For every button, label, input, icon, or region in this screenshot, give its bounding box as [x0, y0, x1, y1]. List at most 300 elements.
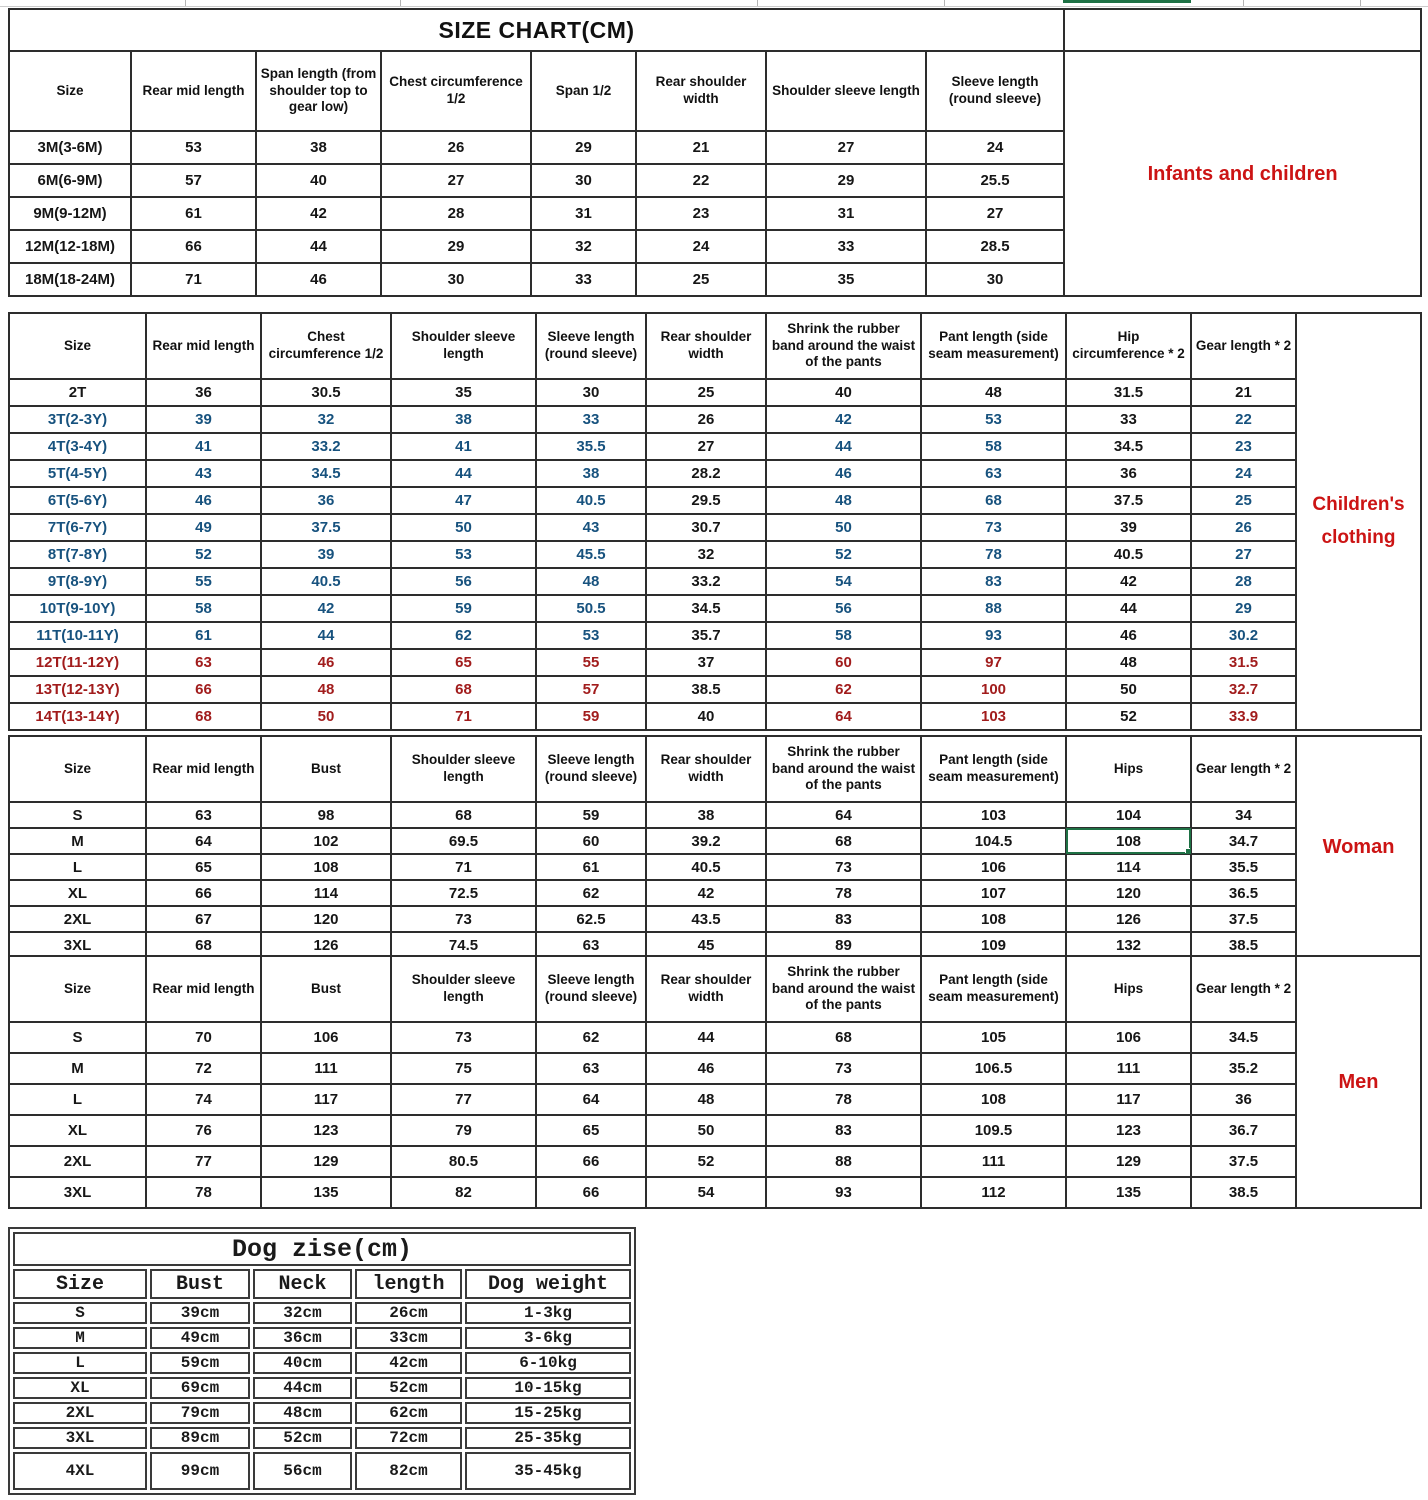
value-cell: 71	[131, 263, 256, 296]
value-cell: 77	[391, 1084, 536, 1115]
value-cell: 79	[391, 1115, 536, 1146]
value-cell: 48	[261, 676, 391, 703]
value-cell: 27	[766, 131, 926, 164]
value-cell: 74	[146, 1084, 261, 1115]
value-cell: 26	[1191, 514, 1296, 541]
header-cell: Rear mid length	[146, 956, 261, 1022]
value-cell: 33cm	[355, 1327, 462, 1349]
header-cell: Span 1/2	[531, 51, 636, 131]
value-cell: 59cm	[150, 1352, 250, 1374]
header-cell: Pant length (side seam measurement)	[921, 736, 1066, 802]
value-cell: 42	[646, 880, 766, 906]
value-cell: 36	[1066, 460, 1191, 487]
value-cell: 46	[146, 487, 261, 514]
value-cell: 35.5	[536, 433, 646, 460]
value-cell: 59	[536, 703, 646, 730]
value-cell: 65	[391, 649, 536, 676]
value-cell: 61	[536, 854, 646, 880]
value-cell: 36	[1191, 1084, 1296, 1115]
value-cell: 50.5	[536, 595, 646, 622]
value-cell: 23	[636, 197, 766, 230]
value-cell: 38.5	[1191, 932, 1296, 958]
value-cell: 64	[766, 703, 921, 730]
value-cell: 69.5	[391, 828, 536, 854]
value-cell: 48	[1066, 649, 1191, 676]
value-cell: 73	[921, 514, 1066, 541]
value-cell: 111	[261, 1053, 391, 1084]
value-cell: 53	[131, 131, 256, 164]
value-cell: 40.5	[1066, 541, 1191, 568]
value-cell: 63	[146, 649, 261, 676]
gridline-tick	[757, 0, 758, 6]
value-cell: 59	[391, 595, 536, 622]
value-cell: 66	[131, 230, 256, 263]
value-cell: 22	[1191, 406, 1296, 433]
value-cell: 40.5	[536, 487, 646, 514]
value-cell: 40.5	[261, 568, 391, 595]
value-cell: 46	[766, 460, 921, 487]
value-cell: 28	[1191, 568, 1296, 595]
side-label-children: Children's clothing	[1296, 313, 1421, 730]
value-cell: 62cm	[355, 1402, 462, 1424]
value-cell: 39	[146, 406, 261, 433]
header-cell: Gear length * 2	[1191, 313, 1296, 379]
value-cell: 55	[146, 568, 261, 595]
header-cell: Rear shoulder width	[646, 956, 766, 1022]
value-cell: 135	[1066, 1177, 1191, 1208]
value-cell: 66	[146, 676, 261, 703]
header-cell: Sleeve length (round sleeve)	[926, 51, 1064, 131]
value-cell: 33	[536, 406, 646, 433]
value-cell: 27	[381, 164, 531, 197]
value-cell: 82cm	[355, 1452, 462, 1490]
value-cell: 46	[256, 263, 381, 296]
value-cell: 30	[536, 379, 646, 406]
children-size-table	[8, 312, 1422, 731]
value-cell: 30	[926, 263, 1064, 296]
value-cell: 50	[391, 514, 536, 541]
selected-cell: 108	[1066, 828, 1191, 854]
woman-size-table	[8, 735, 1422, 959]
size-cell: S	[9, 1022, 146, 1053]
header-cell: Size	[9, 736, 146, 802]
header-cell: Shoulder sleeve length	[766, 51, 926, 131]
value-cell: 40.5	[646, 854, 766, 880]
value-cell: 89	[766, 932, 921, 958]
header-cell: Rear shoulder width	[646, 736, 766, 802]
value-cell: 68	[391, 676, 536, 703]
value-cell: 38	[646, 802, 766, 828]
value-cell: 68	[766, 828, 921, 854]
value-cell: 78	[766, 880, 921, 906]
value-cell: 39cm	[150, 1302, 250, 1324]
value-cell: 43	[146, 460, 261, 487]
size-cell: 2XL	[9, 906, 146, 932]
dog-table-title: Dog zise(cm)	[13, 1232, 631, 1266]
value-cell: 64	[536, 1084, 646, 1115]
value-cell: 38	[256, 131, 381, 164]
value-cell: 71	[391, 854, 536, 880]
value-cell: 37.5	[1066, 487, 1191, 514]
value-cell: 68	[391, 802, 536, 828]
value-cell: 53	[536, 622, 646, 649]
header-cell: Shrink the rubber band around the waist of the pants	[766, 313, 921, 379]
size-cell: 2XL	[9, 1146, 146, 1177]
value-cell: 42	[256, 197, 381, 230]
value-cell: 24	[1191, 460, 1296, 487]
size-cell: S	[9, 802, 146, 828]
value-cell: 132	[1066, 932, 1191, 958]
value-cell: 73	[766, 854, 921, 880]
value-cell: 38.5	[1191, 1177, 1296, 1208]
value-cell: 58	[766, 622, 921, 649]
value-cell: 37	[646, 649, 766, 676]
value-cell: 25	[1191, 487, 1296, 514]
size-cell: L	[9, 1084, 146, 1115]
value-cell: 62	[536, 1022, 646, 1053]
side-label-men: Men	[1296, 956, 1421, 1208]
value-cell: 46	[1066, 622, 1191, 649]
value-cell: 50	[766, 514, 921, 541]
size-cell: 13T(12-13Y)	[9, 676, 146, 703]
size-cell: 7T(6-7Y)	[9, 514, 146, 541]
value-cell: 44	[766, 433, 921, 460]
value-cell: 34.5	[646, 595, 766, 622]
gridline-tick	[944, 0, 945, 6]
value-cell: 52	[146, 541, 261, 568]
value-cell: 29	[766, 164, 926, 197]
value-cell: 93	[766, 1177, 921, 1208]
value-cell: 1-3kg	[465, 1302, 631, 1324]
value-cell: 67	[146, 906, 261, 932]
dog-size-table	[8, 1227, 636, 1495]
value-cell: 63	[921, 460, 1066, 487]
value-cell: 32	[531, 230, 636, 263]
header-cell: Gear length * 2	[1191, 956, 1296, 1022]
value-cell: 29	[381, 230, 531, 263]
value-cell: 35.2	[1191, 1053, 1296, 1084]
value-cell: 78	[146, 1177, 261, 1208]
value-cell: 50	[1066, 676, 1191, 703]
header-cell: Size	[9, 51, 131, 131]
value-cell: 73	[391, 906, 536, 932]
size-cell: 2T	[9, 379, 146, 406]
value-cell: 36.7	[1191, 1115, 1296, 1146]
header-cell: Pant length (side seam measurement)	[921, 956, 1066, 1022]
value-cell: 42cm	[355, 1352, 462, 1374]
value-cell: 68	[146, 703, 261, 730]
value-cell: 45.5	[536, 541, 646, 568]
value-cell: 62	[766, 676, 921, 703]
size-cell: 11T(10-11Y)	[9, 622, 146, 649]
value-cell: 61	[131, 197, 256, 230]
value-cell: 61	[146, 622, 261, 649]
header-cell: Sleeve length (round sleeve)	[536, 313, 646, 379]
value-cell: 117	[1066, 1084, 1191, 1115]
value-cell: 41	[391, 433, 536, 460]
value-cell: 56	[766, 595, 921, 622]
value-cell: 38	[536, 460, 646, 487]
header-cell: Shrink the rubber band around the waist of the pants	[766, 956, 921, 1022]
header-cell: Neck	[253, 1269, 352, 1299]
value-cell: 27	[1191, 541, 1296, 568]
ghost-cell	[1064, 9, 1421, 51]
value-cell: 37.5	[261, 514, 391, 541]
value-cell: 34	[1191, 802, 1296, 828]
value-cell: 25.5	[926, 164, 1064, 197]
value-cell: 103	[921, 802, 1066, 828]
value-cell: 100	[921, 676, 1066, 703]
value-cell: 43.5	[646, 906, 766, 932]
value-cell: 126	[261, 932, 391, 958]
value-cell: 68	[146, 932, 261, 958]
value-cell: 68	[766, 1022, 921, 1053]
gridline-tick	[185, 0, 186, 6]
value-cell: 35.5	[1191, 854, 1296, 880]
value-cell: 31.5	[1066, 379, 1191, 406]
value-cell: 42	[261, 595, 391, 622]
value-cell: 30.2	[1191, 622, 1296, 649]
size-cell: 2XL	[13, 1402, 147, 1424]
value-cell: 120	[1066, 880, 1191, 906]
infants-size-table	[8, 8, 1422, 297]
value-cell: 62	[391, 622, 536, 649]
value-cell: 39	[1066, 514, 1191, 541]
size-cell: XL	[9, 1115, 146, 1146]
value-cell: 107	[921, 880, 1066, 906]
size-cell: 8T(7-8Y)	[9, 541, 146, 568]
value-cell: 54	[646, 1177, 766, 1208]
value-cell: 111	[921, 1146, 1066, 1177]
value-cell: 42	[1066, 568, 1191, 595]
size-cell: M	[9, 828, 146, 854]
value-cell: 120	[261, 906, 391, 932]
size-cell: M	[9, 1053, 146, 1084]
value-cell: 104	[1066, 802, 1191, 828]
spreadsheet-gridline	[0, 6, 1428, 7]
value-cell: 33.9	[1191, 703, 1296, 730]
size-cell: XL	[13, 1377, 147, 1399]
value-cell: 48	[536, 568, 646, 595]
value-cell: 98	[261, 802, 391, 828]
value-cell: 6-10kg	[465, 1352, 631, 1374]
value-cell: 34.5	[261, 460, 391, 487]
value-cell: 105	[921, 1022, 1066, 1053]
size-cell: 3XL	[13, 1427, 147, 1449]
value-cell: 55	[536, 649, 646, 676]
value-cell: 75	[391, 1053, 536, 1084]
value-cell: 40	[766, 379, 921, 406]
value-cell: 50	[261, 703, 391, 730]
value-cell: 49cm	[150, 1327, 250, 1349]
header-cell: Rear mid length	[146, 736, 261, 802]
value-cell: 28.2	[646, 460, 766, 487]
value-cell: 135	[261, 1177, 391, 1208]
value-cell: 129	[1066, 1146, 1191, 1177]
size-cell: 12T(11-12Y)	[9, 649, 146, 676]
value-cell: 35	[766, 263, 926, 296]
value-cell: 68	[921, 487, 1066, 514]
value-cell: 64	[146, 828, 261, 854]
size-cell: 5T(4-5Y)	[9, 460, 146, 487]
value-cell: 31	[766, 197, 926, 230]
value-cell: 70	[146, 1022, 261, 1053]
header-cell: Sleeve length (round sleeve)	[536, 736, 646, 802]
size-cell: 3M(3-6M)	[9, 131, 131, 164]
value-cell: 62	[536, 880, 646, 906]
value-cell: 32cm	[253, 1302, 352, 1324]
header-cell: Rear mid length	[131, 51, 256, 131]
value-cell: 78	[766, 1084, 921, 1115]
header-cell: Chest circumference 1/2	[261, 313, 391, 379]
value-cell: 33	[766, 230, 926, 263]
value-cell: 42	[766, 406, 921, 433]
value-cell: 72	[146, 1053, 261, 1084]
side-label-woman: Woman	[1296, 736, 1421, 958]
value-cell: 24	[926, 131, 1064, 164]
header-cell: Size	[13, 1269, 147, 1299]
value-cell: 23	[1191, 433, 1296, 460]
value-cell: 114	[1066, 854, 1191, 880]
value-cell: 88	[766, 1146, 921, 1177]
table-title: SIZE CHART(CM)	[9, 9, 1064, 51]
header-cell: Size	[9, 313, 146, 379]
value-cell: 56	[391, 568, 536, 595]
value-cell: 29	[531, 131, 636, 164]
size-cell: 6T(5-6Y)	[9, 487, 146, 514]
value-cell: 60	[766, 649, 921, 676]
value-cell: 76	[146, 1115, 261, 1146]
value-cell: 64	[766, 802, 921, 828]
value-cell: 57	[131, 164, 256, 197]
value-cell: 29.5	[646, 487, 766, 514]
value-cell: 83	[766, 1115, 921, 1146]
size-cell: S	[13, 1302, 147, 1324]
header-cell: Sleeve length (round sleeve)	[536, 956, 646, 1022]
value-cell: 65	[536, 1115, 646, 1146]
size-cell: 3XL	[9, 1177, 146, 1208]
value-cell: 108	[921, 906, 1066, 932]
value-cell: 24	[636, 230, 766, 263]
value-cell: 32.7	[1191, 676, 1296, 703]
header-cell: Dog weight	[465, 1269, 631, 1299]
value-cell: 30.7	[646, 514, 766, 541]
value-cell: 59	[536, 802, 646, 828]
header-cell: Chest circumference 1/2	[381, 51, 531, 131]
value-cell: 111	[1066, 1053, 1191, 1084]
value-cell: 66	[536, 1177, 646, 1208]
value-cell: 52	[646, 1146, 766, 1177]
side-label-infants: Infants and children	[1064, 51, 1421, 296]
value-cell: 114	[261, 880, 391, 906]
value-cell: 46	[261, 649, 391, 676]
size-cell: M	[13, 1327, 147, 1349]
value-cell: 56cm	[253, 1452, 352, 1490]
value-cell: 39.2	[646, 828, 766, 854]
size-cell: 4XL	[13, 1452, 147, 1490]
value-cell: 40cm	[253, 1352, 352, 1374]
value-cell: 83	[921, 568, 1066, 595]
value-cell: 71	[391, 703, 536, 730]
value-cell: 44	[1066, 595, 1191, 622]
value-cell: 43	[536, 514, 646, 541]
value-cell: 46	[646, 1053, 766, 1084]
size-cell: 4T(3-4Y)	[9, 433, 146, 460]
header-cell: Rear shoulder width	[646, 313, 766, 379]
header-cell: Bust	[150, 1269, 250, 1299]
value-cell: 30	[531, 164, 636, 197]
value-cell: 78	[921, 541, 1066, 568]
value-cell: 28.5	[926, 230, 1064, 263]
header-cell: Gear length * 2	[1191, 736, 1296, 802]
value-cell: 37.5	[1191, 1146, 1296, 1177]
value-cell: 53	[921, 406, 1066, 433]
value-cell: 52cm	[253, 1427, 352, 1449]
value-cell: 44	[256, 230, 381, 263]
value-cell: 36cm	[253, 1327, 352, 1349]
size-cell: XL	[9, 880, 146, 906]
value-cell: 39	[261, 541, 391, 568]
value-cell: 102	[261, 828, 391, 854]
value-cell: 106	[921, 854, 1066, 880]
value-cell: 108	[921, 1084, 1066, 1115]
value-cell: 112	[921, 1177, 1066, 1208]
value-cell: 32	[646, 541, 766, 568]
value-cell: 41	[146, 433, 261, 460]
value-cell: 36.5	[1191, 880, 1296, 906]
value-cell: 48	[766, 487, 921, 514]
value-cell: 25-35kg	[465, 1427, 631, 1449]
value-cell: 49	[146, 514, 261, 541]
value-cell: 37.5	[1191, 906, 1296, 932]
value-cell: 36	[146, 379, 261, 406]
value-cell: 93	[921, 622, 1066, 649]
value-cell: 57	[536, 676, 646, 703]
value-cell: 73	[391, 1022, 536, 1053]
value-cell: 74.5	[391, 932, 536, 958]
value-cell: 117	[261, 1084, 391, 1115]
value-cell: 35-45kg	[465, 1452, 631, 1490]
gridline-tick	[1360, 0, 1361, 6]
value-cell: 31	[531, 197, 636, 230]
value-cell: 28	[381, 197, 531, 230]
value-cell: 50	[646, 1115, 766, 1146]
value-cell: 40	[256, 164, 381, 197]
value-cell: 44	[391, 460, 536, 487]
gridline-tick	[1243, 0, 1244, 6]
value-cell: 38	[391, 406, 536, 433]
value-cell: 48cm	[253, 1402, 352, 1424]
value-cell: 40	[646, 703, 766, 730]
value-cell: 33.2	[646, 568, 766, 595]
header-cell: Rear shoulder width	[636, 51, 766, 131]
header-cell: Shoulder sleeve length	[391, 956, 536, 1022]
size-cell: 3XL	[9, 932, 146, 958]
size-cell: L	[13, 1352, 147, 1374]
header-cell: Rear mid length	[146, 313, 261, 379]
value-cell: 26	[381, 131, 531, 164]
header-cell: Bust	[261, 736, 391, 802]
size-cell: 14T(13-14Y)	[9, 703, 146, 730]
size-cell: 6M(6-9M)	[9, 164, 131, 197]
value-cell: 15-25kg	[465, 1402, 631, 1424]
value-cell: 106.5	[921, 1053, 1066, 1084]
value-cell: 3-6kg	[465, 1327, 631, 1349]
value-cell: 34.5	[1191, 1022, 1296, 1053]
size-cell: L	[9, 854, 146, 880]
value-cell: 97	[921, 649, 1066, 676]
value-cell: 77	[146, 1146, 261, 1177]
